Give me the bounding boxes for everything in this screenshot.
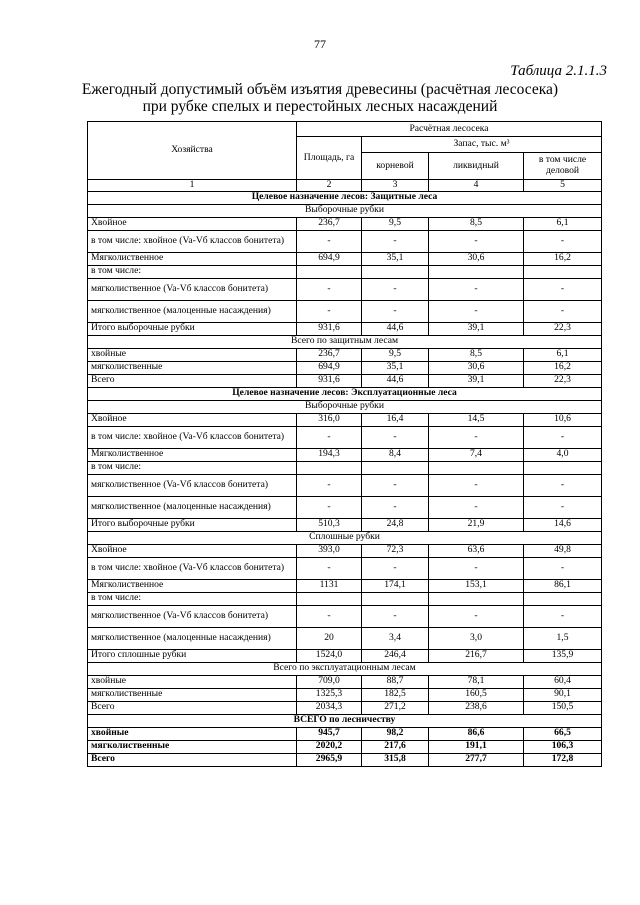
- row-label: Итого сплошные рубки: [88, 649, 297, 662]
- table-row: [88, 688, 602, 701]
- header-num-1: 1: [88, 180, 297, 192]
- row-value: 236,7: [297, 348, 362, 361]
- row-value: 931,6: [297, 322, 362, 335]
- row-value: 216,7: [429, 649, 524, 662]
- table-row: [88, 518, 602, 531]
- table-row: [88, 592, 602, 605]
- header-farms: Хозяйства: [88, 122, 297, 180]
- row-value: -: [524, 496, 602, 518]
- table-row: [88, 627, 602, 649]
- row-value: 150,5: [524, 701, 602, 714]
- row-value: 1524,0: [297, 649, 362, 662]
- table-row: [88, 300, 602, 322]
- table-row: [88, 727, 602, 740]
- table-row: [88, 605, 602, 627]
- row-label: Итого выборочные рубки: [88, 518, 297, 531]
- row-value: 3,0: [429, 627, 524, 649]
- row-value: 709,0: [297, 675, 362, 688]
- row-value: [524, 265, 602, 278]
- table-row: [88, 230, 602, 252]
- table-row: [88, 701, 602, 714]
- row-label: Всего: [88, 701, 297, 714]
- row-value: 16,2: [524, 252, 602, 265]
- header-business: в том числе деловой: [524, 153, 602, 180]
- row-value: 694,9: [297, 361, 362, 374]
- row-value: 2965,9: [297, 753, 362, 766]
- row-value: -: [429, 557, 524, 579]
- row-value: 174,1: [362, 579, 429, 592]
- table-row: [88, 544, 602, 557]
- row-value: 4,0: [524, 448, 602, 461]
- row-value: -: [362, 496, 429, 518]
- row-value: -: [524, 278, 602, 300]
- row-label: в том числе:: [88, 461, 297, 474]
- section-exploit-row: [88, 387, 602, 400]
- row-value: 182,5: [362, 688, 429, 701]
- subsection-selective: Выборочные рубки: [88, 400, 602, 413]
- row-label: мягколиственное (Va-Vб классов бонитета): [88, 605, 297, 627]
- row-value: -: [362, 426, 429, 448]
- row-value: 44,6: [362, 374, 429, 387]
- row-value: -: [297, 230, 362, 252]
- header-stock: Запас, тыс. м³: [362, 137, 602, 153]
- row-value: -: [362, 278, 429, 300]
- table-row: [88, 217, 602, 230]
- subsection-total-exploit: Всего по эксплуатационным лесам: [88, 662, 602, 675]
- row-value: 3,4: [362, 627, 429, 649]
- row-value: -: [297, 278, 362, 300]
- table-title: [60, 81, 580, 115]
- row-value: 393,0: [297, 544, 362, 557]
- table-row: [88, 579, 602, 592]
- subsection-selective: Выборочные рубки: [88, 204, 602, 217]
- row-label: Хвойное: [88, 544, 297, 557]
- row-value: [429, 592, 524, 605]
- header-num-4: 4: [429, 180, 524, 192]
- row-value: 60,4: [524, 675, 602, 688]
- row-value: -: [297, 605, 362, 627]
- table-row: [88, 753, 602, 766]
- table-row: [88, 374, 602, 387]
- row-value: 510,3: [297, 518, 362, 531]
- row-value: -: [524, 557, 602, 579]
- row-value: 153,1: [429, 579, 524, 592]
- section-protect-row: [88, 191, 602, 204]
- subsection-selective-row: [88, 400, 602, 413]
- row-value: 194,3: [297, 448, 362, 461]
- table-row: [88, 322, 602, 335]
- section-protect: Целевое назначение лесов: Защитные леса: [88, 191, 602, 204]
- row-value: 90,1: [524, 688, 602, 701]
- title-line-2: при рубке спелых и перестойных лесных насаждений: [142, 98, 498, 115]
- row-value: 24,8: [362, 518, 429, 531]
- row-value: 16,4: [362, 413, 429, 426]
- row-value: -: [524, 230, 602, 252]
- row-label: Всего: [88, 374, 297, 387]
- row-value: [297, 592, 362, 605]
- table-row: [88, 474, 602, 496]
- row-value: [362, 461, 429, 474]
- row-value: [429, 265, 524, 278]
- row-value: 22,3: [524, 322, 602, 335]
- row-value: 14,5: [429, 413, 524, 426]
- row-value: -: [429, 300, 524, 322]
- row-value: -: [524, 426, 602, 448]
- row-value: -: [524, 605, 602, 627]
- row-value: 106,3: [524, 740, 602, 753]
- section-exploit: Целевое назначение лесов: Эксплуатационные леса: [88, 387, 602, 400]
- table-row: [88, 278, 602, 300]
- subsection-total-exploit-row: [88, 662, 602, 675]
- table-row: [88, 461, 602, 474]
- row-label: хвойные: [88, 348, 297, 361]
- row-value: 135,9: [524, 649, 602, 662]
- row-value: 88,7: [362, 675, 429, 688]
- table-row: [88, 740, 602, 753]
- row-label: мягколиственные: [88, 740, 297, 753]
- row-label: Хвойное: [88, 217, 297, 230]
- row-value: 945,7: [297, 727, 362, 740]
- row-label: мягколиственные: [88, 361, 297, 374]
- row-value: [429, 461, 524, 474]
- header-num-5: 5: [524, 180, 602, 192]
- row-value: 217,6: [362, 740, 429, 753]
- row-value: 98,2: [362, 727, 429, 740]
- row-value: 6,1: [524, 217, 602, 230]
- row-value: 160,5: [429, 688, 524, 701]
- row-value: -: [429, 426, 524, 448]
- harvest-table: [87, 121, 602, 767]
- row-value: 21,9: [429, 518, 524, 531]
- row-value: -: [297, 557, 362, 579]
- row-value: 172,8: [524, 753, 602, 766]
- row-value: 44,6: [362, 322, 429, 335]
- table-row: [88, 675, 602, 688]
- row-value: -: [297, 300, 362, 322]
- table-row: [88, 413, 602, 426]
- row-value: 1325,3: [297, 688, 362, 701]
- row-value: 8,5: [429, 348, 524, 361]
- row-value: 49,8: [524, 544, 602, 557]
- row-value: 66,5: [524, 727, 602, 740]
- header-root: корневой: [362, 153, 429, 180]
- row-value: 35,1: [362, 361, 429, 374]
- row-label: мягколиственные: [88, 688, 297, 701]
- row-value: -: [429, 474, 524, 496]
- row-value: [524, 461, 602, 474]
- row-value: 30,6: [429, 252, 524, 265]
- row-value: [524, 592, 602, 605]
- row-value: -: [362, 557, 429, 579]
- row-value: 931,6: [297, 374, 362, 387]
- row-label: в том числе: хвойное (Va-Vб классов бонитета): [88, 230, 297, 252]
- row-value: -: [362, 605, 429, 627]
- row-value: -: [429, 278, 524, 300]
- subsection-clear: Сплошные рубки: [88, 531, 602, 544]
- row-value: 7,4: [429, 448, 524, 461]
- row-value: -: [429, 496, 524, 518]
- row-label: хвойные: [88, 727, 297, 740]
- subsection-total-protect: Всего по защитным лесам: [88, 335, 602, 348]
- table-row: [88, 448, 602, 461]
- row-value: 39,1: [429, 322, 524, 335]
- row-value: -: [297, 474, 362, 496]
- row-label: мягколиственное (Va-Vб классов бонитета): [88, 278, 297, 300]
- row-label: Мягколиственное: [88, 448, 297, 461]
- row-label: Всего: [88, 753, 297, 766]
- row-value: 2034,3: [297, 701, 362, 714]
- row-value: -: [362, 230, 429, 252]
- row-value: -: [297, 496, 362, 518]
- row-label: Мягколиственное: [88, 579, 297, 592]
- header-area: Площадь, га: [297, 137, 362, 180]
- row-value: 246,4: [362, 649, 429, 662]
- row-value: -: [362, 474, 429, 496]
- table-row: [88, 265, 602, 278]
- row-value: 35,1: [362, 252, 429, 265]
- row-value: -: [429, 605, 524, 627]
- row-value: 16,2: [524, 361, 602, 374]
- row-value: 9,5: [362, 348, 429, 361]
- page-number: 77: [314, 37, 326, 51]
- row-value: -: [297, 426, 362, 448]
- row-value: 14,6: [524, 518, 602, 531]
- row-value: 86,1: [524, 579, 602, 592]
- row-value: [297, 461, 362, 474]
- row-value: 30,6: [429, 361, 524, 374]
- subsection-total-protect-row: [88, 335, 602, 348]
- row-value: 39,1: [429, 374, 524, 387]
- table-row: [88, 348, 602, 361]
- row-value: 1,5: [524, 627, 602, 649]
- row-value: 10,6: [524, 413, 602, 426]
- row-value: [297, 265, 362, 278]
- row-label: хвойные: [88, 675, 297, 688]
- row-label: мягколиственное (малоценные насаждения): [88, 496, 297, 518]
- row-value: 315,8: [362, 753, 429, 766]
- row-value: 9,5: [362, 217, 429, 230]
- row-label: в том числе: хвойное (Va-Vб классов бонитета): [88, 557, 297, 579]
- subsection-clear-row: [88, 531, 602, 544]
- row-value: 2020,2: [297, 740, 362, 753]
- row-value: 191,1: [429, 740, 524, 753]
- header-group: Расчётная лесосека: [297, 122, 602, 137]
- row-value: 238,6: [429, 701, 524, 714]
- table-row: [88, 361, 602, 374]
- row-value: 63,6: [429, 544, 524, 557]
- header-liquid: ликвидный: [429, 153, 524, 180]
- section-total-forestry-row: [88, 714, 602, 727]
- row-value: -: [524, 300, 602, 322]
- row-label: в том числе:: [88, 265, 297, 278]
- row-value: 236,7: [297, 217, 362, 230]
- row-value: 6,1: [524, 348, 602, 361]
- header-num-3: 3: [362, 180, 429, 192]
- section-total-forestry: ВСЕГО по лесничеству: [88, 714, 602, 727]
- row-value: 22,3: [524, 374, 602, 387]
- table-row: [88, 426, 602, 448]
- table-row: [88, 252, 602, 265]
- row-value: 86,6: [429, 727, 524, 740]
- row-value: -: [362, 300, 429, 322]
- row-label: мягколиственное (Va-Vб классов бонитета): [88, 474, 297, 496]
- row-value: 316,0: [297, 413, 362, 426]
- table-row: [88, 496, 602, 518]
- row-label: в том числе: хвойное (Va-Vб классов бонитета): [88, 426, 297, 448]
- row-value: -: [429, 230, 524, 252]
- row-value: 8,4: [362, 448, 429, 461]
- row-label: мягколиственное (малоценные насаждения): [88, 300, 297, 322]
- row-value: 78,1: [429, 675, 524, 688]
- row-value: -: [524, 474, 602, 496]
- row-value: 1131: [297, 579, 362, 592]
- title-line-1: Ежегодный допустимый объём изъятия древесины (расчётная лесосека): [81, 81, 559, 98]
- table-row: [88, 557, 602, 579]
- row-value: 20: [297, 627, 362, 649]
- row-label: Хвойное: [88, 413, 297, 426]
- row-value: 277,7: [429, 753, 524, 766]
- row-value: [362, 592, 429, 605]
- row-value: [362, 265, 429, 278]
- row-label: Итого выборочные рубки: [88, 322, 297, 335]
- row-value: 8,5: [429, 217, 524, 230]
- row-value: 72,3: [362, 544, 429, 557]
- row-label: в том числе:: [88, 592, 297, 605]
- row-label: Мягколиственное: [88, 252, 297, 265]
- row-value: 271,2: [362, 701, 429, 714]
- subsection-selective-row: [88, 204, 602, 217]
- header-num-2: 2: [297, 180, 362, 192]
- table-label: Таблица 2.1.1.3: [510, 63, 607, 79]
- table-row: [88, 649, 602, 662]
- row-label: мягколиственное (малоценные насаждения): [88, 627, 297, 649]
- row-value: 694,9: [297, 252, 362, 265]
